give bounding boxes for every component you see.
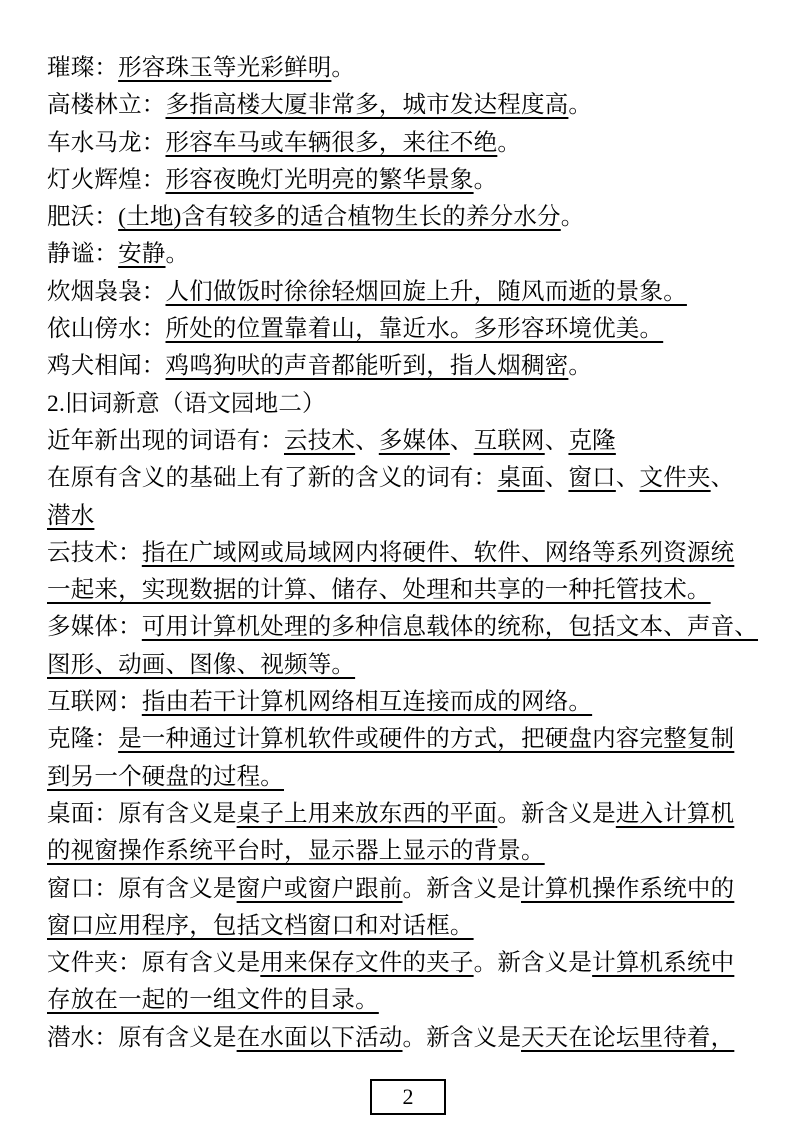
text-line: [47, 348, 757, 385]
text-line: [47, 423, 757, 460]
page-number-box: [370, 1079, 446, 1115]
plain-text: 桌面：原有含义是: [47, 800, 237, 827]
plain-text: 。新含义是: [497, 800, 616, 827]
underlined-text: 克隆: [568, 427, 616, 454]
plain-text: 、: [710, 465, 735, 492]
underlined-text: 用来保存文件的夹子: [260, 950, 474, 977]
underlined-text: 存放在一起的一组文件的目录。: [47, 987, 379, 1014]
underlined-text: 可用计算机处理的多种信息载体的统称，包括文本、声音、: [141, 614, 759, 641]
underlined-text: 所处的位置靠着山，靠近水。多形容环境优美。: [165, 316, 664, 343]
text-line: [47, 498, 757, 535]
underlined-text: 潜水: [47, 502, 95, 529]
plain-text: 。新含义是: [473, 950, 593, 977]
plain-text: 、: [615, 465, 640, 492]
plain-text: 炊烟袅袅：: [47, 278, 166, 305]
plain-text: 云技术：: [47, 539, 142, 566]
plain-text: 。: [560, 204, 585, 231]
underlined-text: 窗口: [568, 465, 616, 492]
underlined-text: 多指高楼大厦非常多，城市发达程度高: [165, 92, 569, 119]
underlined-text: 鸡鸣狗吠的声音都能听到，指人烟稠密: [165, 353, 569, 380]
plain-text: 、: [544, 465, 569, 492]
plain-text: 。: [473, 166, 498, 193]
underlined-text: 到另一个硬盘的过程。: [47, 763, 284, 790]
document-text-block: [47, 50, 757, 1057]
plain-text: 。: [165, 241, 190, 268]
underlined-text: 多媒体: [378, 427, 450, 454]
underlined-text: 形容车马或车辆很多，来往不绝: [165, 129, 498, 156]
plain-text: 潜水：原有含义是: [47, 1024, 237, 1051]
underlined-text: 文件夹: [639, 465, 711, 492]
page-number: 2: [402, 1084, 414, 1109]
plain-text: 。新含义是: [402, 875, 522, 902]
text-line: [47, 721, 757, 758]
underlined-text: 在水面以下活动: [236, 1024, 403, 1051]
underlined-text: 人们做饭时徐徐轻烟回旋上升，随风而逝的景象。: [165, 278, 687, 305]
plain-text: 互联网：: [47, 689, 142, 716]
plain-text: 车水马龙：: [47, 129, 166, 156]
plain-text: 璀璨：: [47, 55, 119, 81]
underlined-text: 形容夜晚灯光明亮的繁华景象: [165, 166, 474, 193]
plain-text: 近年新出现的词语有：: [47, 427, 284, 454]
underlined-text: 进入计算机: [615, 800, 735, 827]
text-line: [47, 125, 757, 162]
underlined-text: 是一种通过计算机软件或硬件的方式，把硬盘内容完整复制: [118, 726, 735, 753]
underlined-text: 的视窗操作系统平台时，显示器上显示的背景。: [47, 838, 545, 865]
text-line: [47, 684, 757, 721]
text-line: [47, 50, 757, 87]
plain-text: 静谧：: [47, 241, 119, 268]
plain-text: 2.旧词新意（语文园地二）: [47, 390, 326, 417]
text-line: [47, 572, 757, 609]
text-line: [47, 908, 757, 945]
plain-text: 。: [497, 129, 522, 156]
plain-text: 鸡犬相闻：: [47, 353, 166, 380]
underlined-text: (土地)含有较多的适合植物生长的养分水分: [118, 204, 561, 231]
plain-text: 肥沃：: [47, 204, 119, 231]
underlined-text: 互联网: [473, 427, 545, 454]
plain-text: 、: [355, 427, 379, 454]
text-line: [47, 796, 757, 833]
text-line: [47, 162, 757, 199]
plain-text: 。: [568, 92, 593, 119]
plain-text: 依山傍水：: [47, 316, 166, 343]
plain-text: 、: [449, 427, 474, 454]
underlined-text: 形容珠玉等光彩鲜明: [118, 55, 332, 81]
underlined-text: 计算机操作系统中的: [521, 875, 735, 902]
underlined-text: 窗户或窗户跟前: [236, 875, 403, 902]
plain-text: 窗口：原有含义是: [47, 875, 237, 902]
underlined-text: 一起来，实现数据的计算、储存、处理和共享的一种托管技术。: [47, 577, 711, 604]
plain-text: 。: [331, 55, 356, 81]
plain-text: 克隆：: [47, 726, 119, 753]
plain-text: 灯火辉煌：: [47, 166, 166, 193]
text-line: [47, 460, 757, 497]
plain-text: 。新含义是: [402, 1024, 522, 1051]
text-line: [47, 199, 757, 236]
text-line: [47, 871, 757, 908]
underlined-text: 云技术: [284, 427, 356, 454]
underlined-text: 计算机系统中: [592, 950, 735, 977]
plain-text: 文件夹：原有含义是: [47, 950, 261, 977]
text-line: [47, 274, 757, 311]
plain-text: 多媒体：: [47, 614, 142, 641]
underlined-text: 天天在论坛里待着，: [521, 1024, 735, 1051]
underlined-text: 桌子上用来放东西的平面: [236, 800, 498, 827]
plain-text: 在原有含义的基础上有了新的含义的词有：: [47, 465, 498, 492]
underlined-text: 图形、动画、图像、视频等。: [47, 651, 356, 678]
text-line: [47, 311, 757, 348]
text-line: [47, 647, 757, 684]
text-line: [47, 1020, 757, 1057]
underlined-text: 安静: [118, 241, 166, 268]
text-line: [47, 833, 757, 870]
plain-text: 高楼林立：: [47, 92, 166, 119]
text-line: [47, 945, 757, 982]
underlined-text: 桌面: [497, 465, 545, 492]
plain-text: 。: [568, 353, 593, 380]
text-line: [47, 236, 757, 273]
text-line: [47, 386, 757, 423]
underlined-text: 指在广域网或局域网内将硬件、软件、网络等系列资源统: [141, 539, 735, 566]
text-line: [47, 759, 757, 796]
plain-text: 、: [544, 427, 569, 454]
underlined-text: 窗口应用程序，包括文档窗口和对话框。: [47, 912, 474, 939]
text-line: [47, 609, 757, 646]
underlined-text: 指由若干计算机网络相互连接而成的网络。: [141, 689, 593, 716]
text-line: [47, 982, 757, 1019]
text-line: [47, 87, 757, 124]
text-line: [47, 535, 757, 572]
